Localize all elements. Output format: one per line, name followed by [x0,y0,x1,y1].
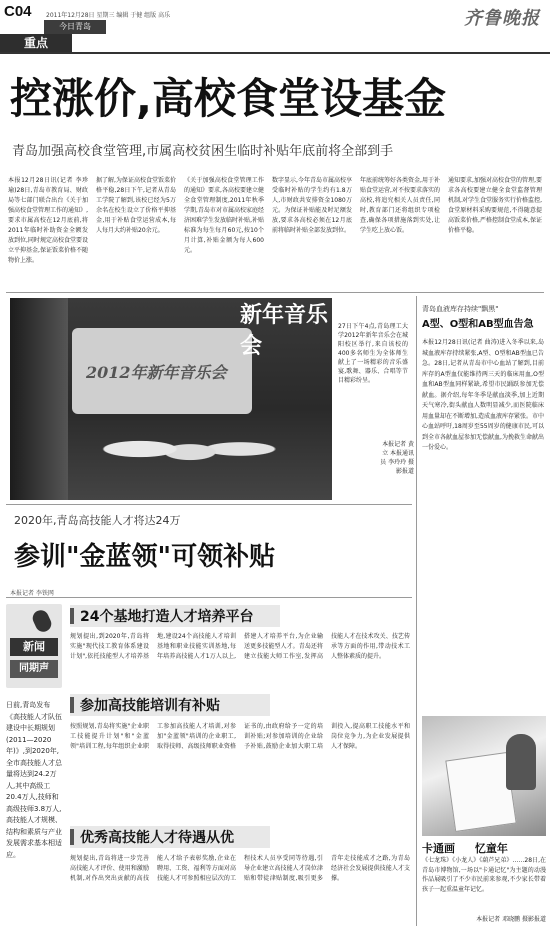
concert-credit: 本报记者 黄立 本报通讯员 李玲玲 摄影报道 [380,441,414,475]
cartoon-credit: 本报记者 邓晓鹏 摄影报道 [476,916,546,923]
skill-section-1-body: 规划提出,到2020年,青岛将实施"现代技工教育体系建设计划",依托技能型人才培养基地,建设24个高技能人才培训基地和职业技能实训基地,每年培养高技能人才1万人以上,搭建人才培养平台,为企业输送更多技能型人才。青岛还将建立技能大师工作室,发挥高技能人才在技术攻关、技艺传承等方面的作用,带动技术工人整体素质的提升。 [70,633,410,660]
lead-col-2: 据了解,为保证高校食堂饭菜价格平稳,28日下午,记者从青岛工学院了解到,该校已经为5万余名在校生设立了价格平抑基金,用于补贴食堂运营成本,每人每月大约补贴20余元。 [96,177,176,234]
dancers [80,418,280,480]
skill-headline: 参训"金蓝领"可领补贴 [14,542,276,572]
skill-section-1-title: 24个基地打造人才培养平台 [80,609,254,625]
lead-subhead: 青岛加强高校食堂管理,市属高校贫困生临时补贴年底前将全部到手 [12,144,394,159]
issue-meta: 2011年12月28日 星期三 编辑 于健 组版 高乐 [46,12,171,19]
stage-banner-text: 2012年新年音乐会 [86,363,227,382]
concert-photo [10,298,332,500]
subsection-text: 重点 [23,36,48,50]
skill-section-1-header [70,605,280,627]
cartoon-title-b: 忆童年 [474,842,508,855]
cartoon-title-a: 卡通画 [422,842,455,855]
cartoon-photo [422,716,546,836]
right-body: 本报12月28日讯(记者 曲涛)进入冬季以来,岛城血液库存持续紧张,A型、O型和AB型血已告急。28日,记者从青岛市中心血站了解到,目前库存的A型血仅能维持两三天的临床用血,O型血和AB型血同样紧缺,希望市民踊跃参加无偿献血。据介绍,每年冬季是献血淡季,加上近期天气寒冷,街头献血人数明显减少,而医院临床用血量却在不断增加,造成血液库存紧张。市中心血站呼吁,18周岁至55周岁的健康市民,可以到全市各献血屋参加无偿献血,为挽救生命献出一份爱心。 [422,339,544,451]
section-2-bar [70,697,74,713]
lead-col-5: 年底前统筹好各类资金,用于补贴食堂运营,对不按要求落实的高校,将追究相关人员责任,同时,教育部门还将组织专项检查,确保各项措施落到实处,让学生吃上放心饭。 [360,177,440,234]
section-3-bar [70,829,74,845]
skill-section-3-title: 优秀高技能人才待遇从优 [80,830,234,846]
skill-section-2-title: 参加高技能培训有补贴 [80,698,220,714]
right-headline: A型、O型和AB型血告急 [422,319,534,330]
stage-curtain-left [10,298,68,500]
section-1-bar [70,608,74,624]
concert-caption: 27日下午4点,青岛理工大学2012年新年音乐会在城阳校区举行,来自该校的400多名师生为全体师生献上了一场精彩的音乐盛宴,歌舞、器乐、合唱等节目精彩纷呈。 [338,323,408,384]
skill-section-3-header [70,826,270,848]
right-kicker: 青岛血液库存持续"飘黑" [422,305,499,313]
skill-byline-rule [6,597,412,598]
concert-title: 新年音乐会 [240,303,329,359]
lead-col-6: 通知要求,加强对高校食堂的管理,要求各高校要建立健全食堂监督管理机制,对学生食堂服务实行价格监控,食堂原材料采购要规范,不得随意提高饭菜价格,严格控制食堂成本,保证价格平稳。 [448,177,542,234]
skill-section-2-body: 按照规划,青岛将实施"企业职工技能提升计划"和"金蓝领"培训工程,每年组织企业职工参加高技能人才培训,对参加"金蓝领"培训的企业职工,取得技师、高级技师职业资格证书的,由政府给予一定的培训补贴;对参加培训的企业给予补贴,鼓励企业加大职工培训投入,提高职工技能水平和岗位竞争力,为企业发展提供人才保障。 [70,723,410,750]
lead-col-4: 数字显示,今年青岛市属高校享受临时补贴的学生约有1.8万人,市财政共安排资金1080万元。为保证补贴能及时足额发放,要求各高校必须在12月底前将临时补贴全部发放到位。 [272,177,352,234]
news-logo-bottom: 同期声 [10,660,58,678]
page-code: C04 [4,3,32,20]
section-tab-label: 今日青岛 [59,22,91,31]
news-logo-top: 新闻 [10,638,58,656]
microphone-icon [30,608,54,635]
news-echo-logo [6,604,62,688]
skill-sidebar: 日前,青岛发布《高技能人才队伍建设中长期规划(2011—2020年)》,到2020年,全市高技能人才总量将达到24.2万人,其中高级工20.4万人,技师和高级技师3.8万人,高技能人才规模、结构和素质与产业发展需求基本相适应。 [6,701,62,859]
skill-byline: 本报记者 李铁网 [10,590,54,597]
header-rule [0,52,550,54]
lead-col-3: 《关于加强高校食堂管理工作的通知》要求,各高校要建立健全食堂管理制度,2011年秋季学期,青岛市对市属高校家庭经济困难学生发放临时补贴,补贴标准为每生每月60元,按10个月计算,补贴金额为每人600元。 [184,177,264,254]
cartoon-caption: 《七龙珠》《小龙人》《葫芦兄弟》……28日,在青岛市博物馆,一场以"卡通记忆"为主题的动漫作品展吸引了不少市民前来参观,不少家长带着孩子一起重温童年记忆。 [422,857,546,893]
subsection-label [0,34,72,52]
lead-col-1: 本报12月28日讯(记者 李珍瑜)28日,青岛市教育局、财政局等七部门联合出台《关于加强高校食堂管理工作的通知》,要求市属高校在12月底前,将2011年临时补助资金全额发放到位,同时规定高校食堂要设立平抑基金,保证饭菜价格不随物价上涨。 [8,177,88,264]
skill-section-3-body: 规划提出,青岛将进一步完善高技能人才评价、使用和激励机制,对作出突出贡献的高技能人才给予表彰奖励,企业在聘用、工资、福利等方面对高技能人才可参照相应层次的工程技术人员享受同等待遇,引导企业建立高技能人才岗位津贴和带徒津贴制度,吸引更多青年走技能成才之路,为青岛经济社会发展提供技能人才支撑。 [70,855,410,882]
skill-top-rule [6,504,412,505]
right-column-divider [416,296,417,926]
skill-section-2-header [70,694,270,716]
cartoon-title [422,840,546,856]
lead-headline: 控涨价,高校食堂设基金 [10,74,446,123]
section-tab [44,20,106,34]
skill-kicker: 2020年,青岛高技能人才将达24万 [14,514,181,527]
lead-bottom-rule [6,292,544,293]
child-figure [506,734,536,790]
masthead-logo: 齐鲁晚报 [464,8,540,29]
